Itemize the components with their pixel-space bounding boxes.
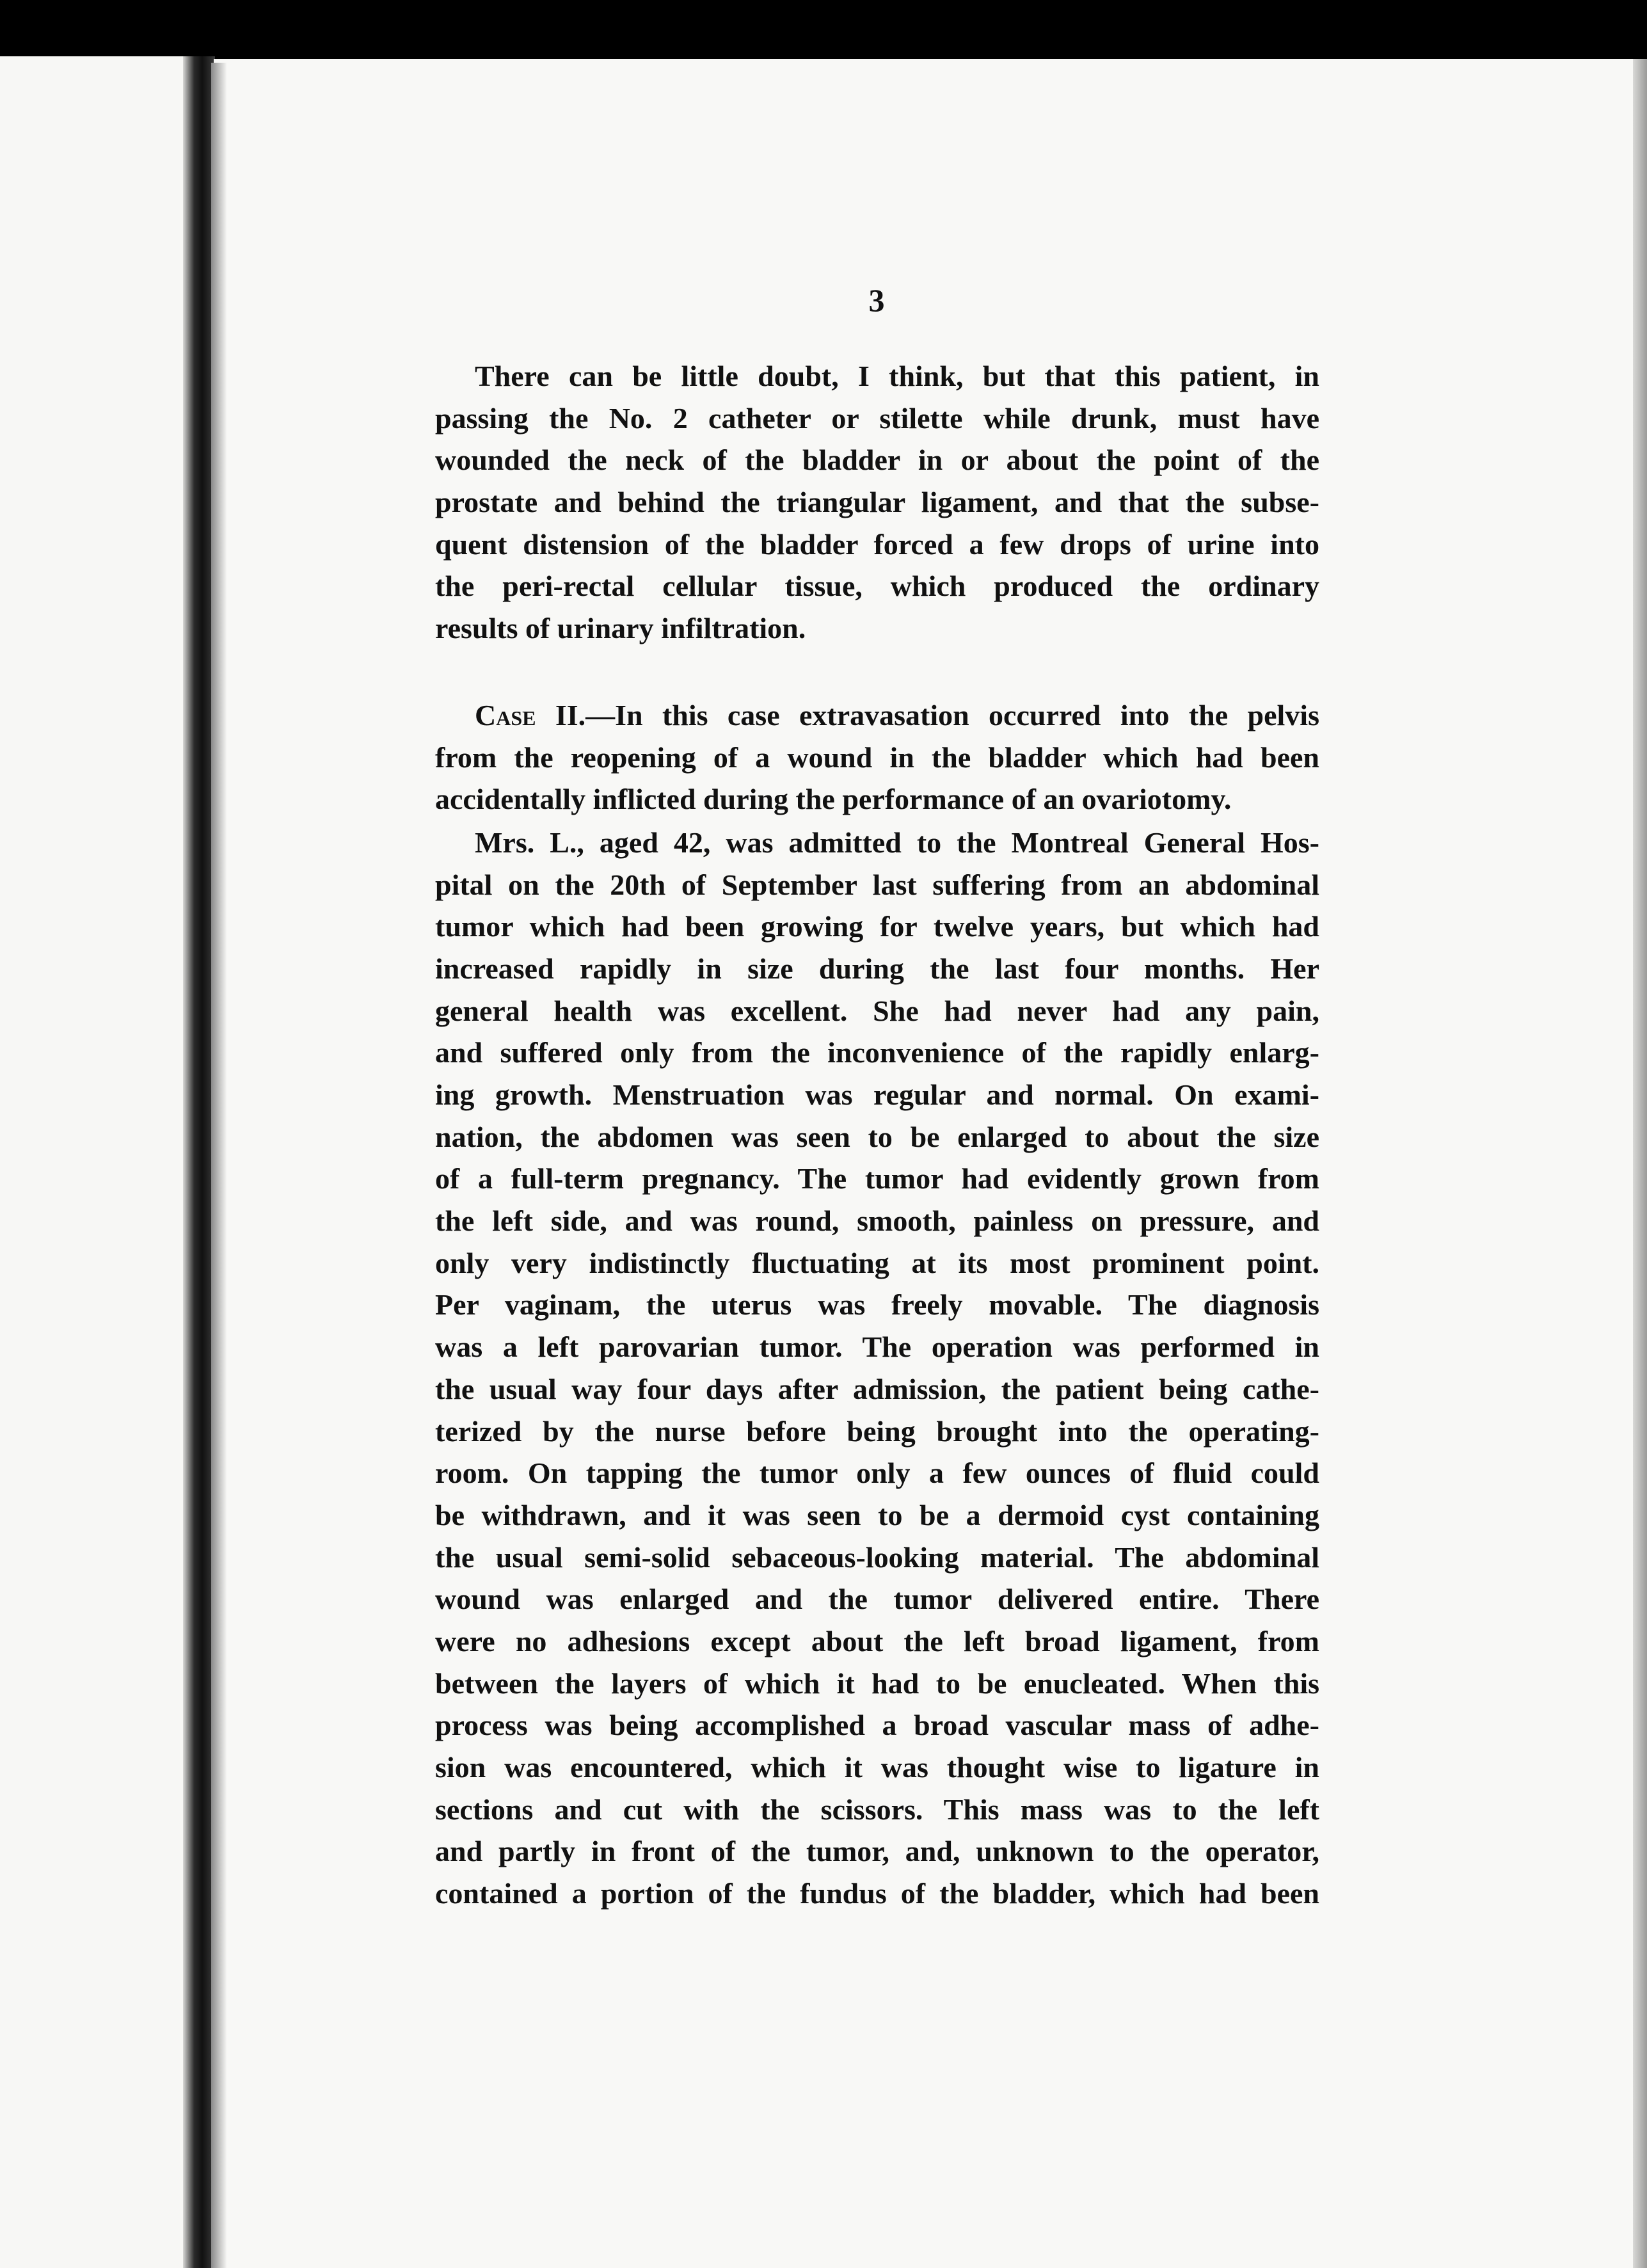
book-spine-shadow [183, 56, 215, 2268]
left-page-edge [0, 56, 192, 2268]
text-line: wounded the neck of the bladder in or about the point of the [435, 443, 1319, 477]
text-line: Mrs. L., aged 42, was admitted to the Montreal General Hos- [475, 826, 1319, 859]
text-line: the peri-rectal cellular tissue, which produced the ordinary [435, 570, 1319, 603]
text-line: wound was enlarged and the tumor delivered entire. There [435, 1583, 1319, 1616]
text-line: increased rapidly in size during the last four months. Her [435, 952, 1319, 985]
right-page-edge [1633, 59, 1647, 2268]
body-text [435, 355, 1319, 1915]
text-line: only very indistinctly fluctuating at its most prominent point. [435, 1246, 1319, 1279]
text-line: and suffered only from the inconvenience of the rapidly enlarg- [435, 1036, 1319, 1069]
text-line: general health was excellent. She had never had any pain, [435, 994, 1319, 1027]
paragraph-2 [435, 694, 1319, 820]
text-line: be withdrawn, and it was seen to be a dermoid cyst containing [435, 1498, 1319, 1531]
text-line: from the reopening of a wound in the bladder which had been [435, 740, 1319, 774]
text-line: sion was encountered, which it was thought wise to ligature in [435, 1751, 1319, 1784]
page-number: 3 [868, 282, 885, 318]
case-intro-text: —In this case extravasation occurred into the pelvis [585, 698, 1319, 731]
text-line: between the layers of which it had to be enucleated. When this [435, 1666, 1319, 1700]
text-line: the usual semi-solid sebaceous-looking material. The abdominal [435, 1540, 1319, 1574]
case-heading: Case II. [475, 698, 586, 731]
gutter-shadow [211, 63, 227, 2268]
text-line: sections and cut with the scissors. This mass was to the left [435, 1793, 1319, 1826]
text-line: were no adhesions except about the left broad ligament, from [435, 1624, 1319, 1657]
text-line: pital on the 20th of September last suffering from an abdominal [435, 868, 1319, 901]
text-line: accidentally inflicted during the performance of an ovariotomy. [435, 783, 1232, 816]
text-line: ing growth. Menstruation was regular and normal. On exami- [435, 1078, 1319, 1111]
paragraph-3 [435, 822, 1319, 1915]
text-line: passing the No. 2 catheter or stilette while drunk, must have [435, 401, 1319, 435]
paragraph-1 [435, 355, 1319, 650]
text-line: process was being accomplished a broad vascular mass of adhe- [435, 1709, 1319, 1742]
text-line: was a left parovarian tumor. The operation was performed in [435, 1330, 1319, 1364]
text-line: nation, the abdomen was seen to be enlarged to about the size [435, 1120, 1319, 1153]
text-line: tumor which had been growing for twelve years, but which had [435, 910, 1319, 943]
text-line: of a full-term pregnancy. The tumor had evidently grown from [435, 1162, 1319, 1195]
text-line [435, 694, 1319, 737]
text-line: terized by the nurse before being brought into the operating- [435, 1414, 1319, 1448]
text-line: results of urinary infiltration. [435, 612, 806, 645]
text-line: and partly in front of the tumor, and, unknown to the operator, [435, 1835, 1319, 1868]
text-line: the left side, and was round, smooth, painless on pressure, and [435, 1204, 1319, 1238]
text-line: There can be little doubt, I think, but that this patient, in [475, 360, 1319, 392]
text-line: prostate and behind the triangular ligament, and that the subse- [435, 486, 1319, 519]
text-line: contained a portion of the fundus of the bladder, which had been [435, 1877, 1319, 1910]
paragraph-spacer [435, 650, 1319, 694]
text-line: room. On tapping the tumor only a few ounces of fluid could [435, 1457, 1319, 1490]
text-line: the usual way four days after admission, the patient being cathe- [435, 1372, 1319, 1405]
text-line: quent distension of the bladder forced a few drops of urine into [435, 527, 1319, 561]
text-line: Per vaginam, the uterus was freely movable. The diagnosis [435, 1288, 1319, 1322]
